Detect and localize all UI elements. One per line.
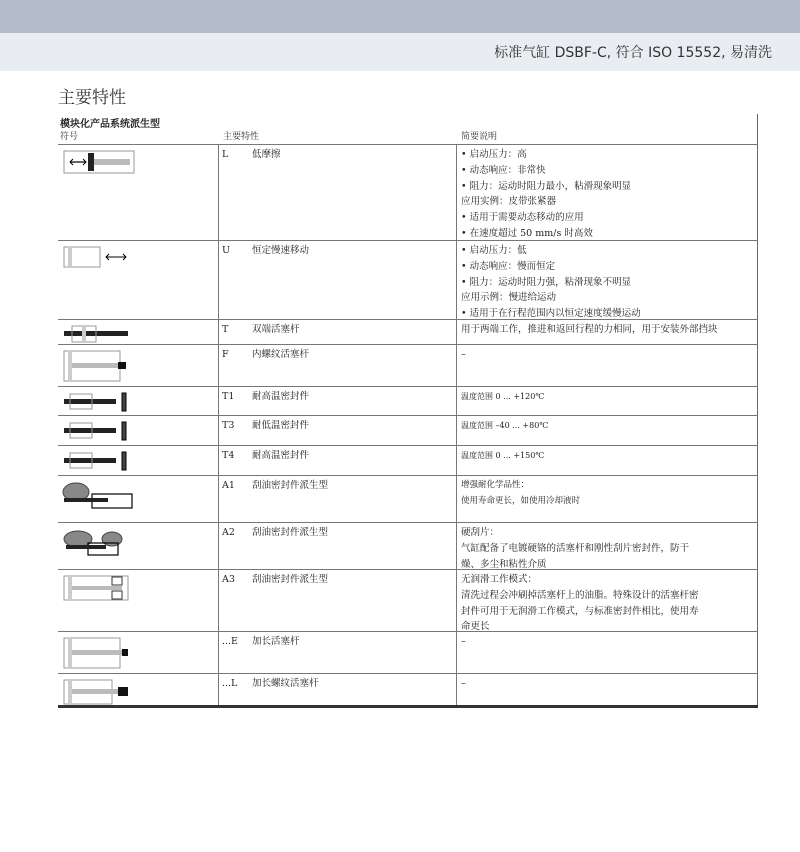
extended-thread-symbol-icon	[62, 678, 142, 706]
low-temp-seal-symbol-icon	[62, 420, 142, 442]
row-feature: A2 刮油密封件派生型	[222, 527, 329, 538]
heat-seal-symbol-2-icon	[62, 450, 142, 472]
table-bottom-rule	[58, 705, 758, 708]
heat-seal-symbol-icon	[62, 391, 142, 413]
through-rod-symbol-icon	[62, 324, 142, 344]
table-row	[58, 631, 758, 674]
table-row	[58, 569, 758, 632]
table-caption: 模块化产品系统派生型	[60, 119, 160, 130]
row-feature: ...L 加长螺纹活塞杆	[222, 678, 319, 689]
scraper-a3-symbol-icon	[62, 574, 142, 604]
table-row	[58, 445, 758, 476]
table-row	[58, 386, 758, 416]
row-feature: F 内螺纹活塞杆	[222, 349, 310, 360]
row-feature: T1 耐高温密封件	[222, 391, 310, 402]
female-thread-symbol-icon	[62, 349, 142, 383]
section-title: 主要特性	[58, 88, 126, 108]
table-row	[58, 344, 758, 387]
row-description: 增强耐化学品性： 使用寿命更长，如使用冷却液时	[461, 480, 581, 506]
table-row	[58, 319, 758, 345]
variants-table	[58, 114, 758, 708]
col-desc-header: 简要说明	[461, 132, 498, 142]
document-title: 标准气缸 DSBF-C, 符合 ISO 15552, 易清洗	[494, 45, 772, 61]
table-row	[58, 522, 758, 570]
row-feature: ...E 加长活塞杆	[222, 636, 300, 647]
col-feature-header: 主要特性	[223, 132, 260, 142]
row-feature: A1 刮油密封件派生型	[222, 480, 329, 491]
row-feature: A3 刮油密封件派生型	[222, 574, 329, 585]
top-bar	[0, 0, 800, 33]
row-feature: T 双端活塞杆	[222, 324, 300, 335]
row-description: 硬刮片： 气缸配备了电镀硬铬的活塞杆和刚性刮片密封件，防干 燥、多尘和粘性介质	[461, 527, 690, 570]
table-row	[58, 240, 758, 320]
col-symbol-header: 符号	[60, 132, 79, 142]
extended-rod-symbol-icon	[62, 636, 142, 670]
row-feature: U 恒定慢速移动	[222, 245, 310, 256]
table-header	[58, 128, 758, 142]
table-row	[58, 475, 758, 523]
row-description: –	[461, 636, 466, 647]
table-row	[58, 144, 758, 241]
table-row	[58, 415, 758, 446]
row-description: • 启动压力：高 • 动态响应：非常快 • 阻力：运动时阻力最小，粘滑现象明显 应用实例：皮带张紧器 • 适用于需要动态移动的应用 • 在速度超过 50 mm/s 时高效	[461, 149, 632, 239]
row-feature: T4 耐高温密封件	[222, 450, 310, 461]
scraper-a2-symbol-icon	[62, 527, 142, 565]
row-description: • 启动压力：低 • 动态响应：慢而恒定 • 阻力：运动时阻力强，粘滑现象不明显 应用示例：慢进给运动 • 适用于在行程范围内以恒定速度缓慢运动	[461, 245, 641, 320]
table-row	[58, 673, 758, 706]
slow-speed-symbol-icon	[62, 245, 152, 271]
row-description: –	[461, 678, 466, 689]
row-description: –	[461, 349, 466, 360]
row-description: 温度范围 0 ... +120℃	[461, 392, 545, 401]
scraper-a1-symbol-icon	[62, 480, 142, 518]
row-feature: T3 耐低温密封件	[222, 420, 310, 431]
row-description: 用于两端工作，推进和返回行程的力相同，用于安装外部挡块	[461, 324, 718, 335]
row-description: 温度范围 –40 ... +80℃	[461, 421, 549, 430]
row-feature: L 低摩擦	[222, 149, 281, 160]
row-description: 温度范围 0 ... +150℃	[461, 451, 545, 460]
low-friction-symbol-icon	[62, 149, 142, 175]
row-description: 无润滑工作模式： 清洗过程会冲刷掉活塞杆上的油脂。特殊设计的活塞杆密 封件可用于无润滑工作模式，与标准密封件相比，使用寿 命更长	[461, 574, 699, 633]
